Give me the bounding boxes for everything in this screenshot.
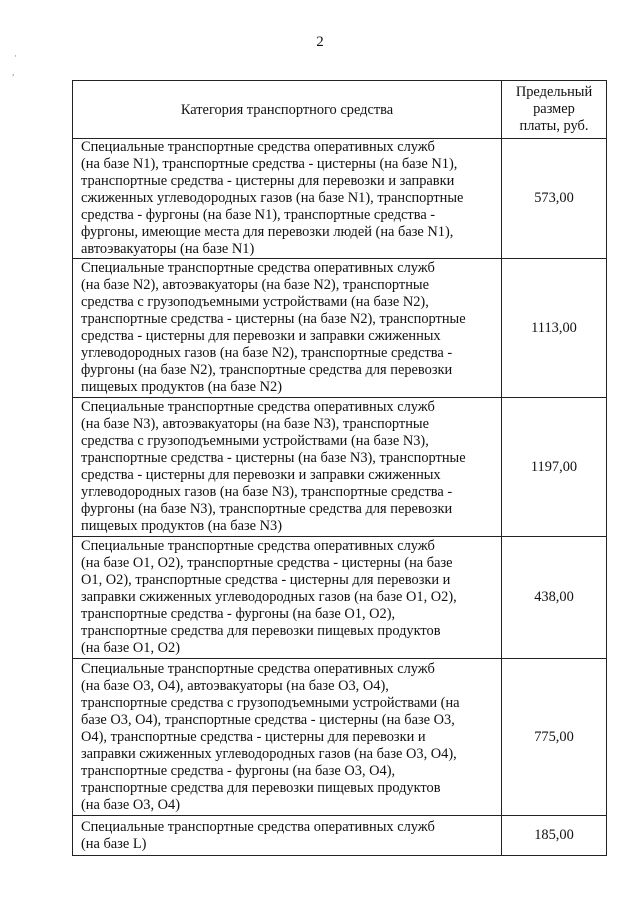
row-category: Специальные транспортные средства оперативных служб (на базе N3), автоэвакуаторы (на базе N3), транспортные средства с грузоподъемными устройствами (на базе N3), транспортные средства - цистерны (на базе N3), транспортные средства - цистерны для перевозки и заправки сжиженных углеводородных газов (на базе N3), транспортные средства - фургоны (на базе N3), транспортные средства для перевозки пищевых продуктов (на базе N3): [73, 398, 502, 537]
row-category: Специальные транспортные средства оперативных служб (на базе N2), автоэвакуаторы (на базе N2), транспортные средства с грузоподъемными устройствами (на базе N2), транспортные средства - цистерны (на базе N2), транспортные средства - цистерны для перевозки и заправки сжиженных углеводородных газов (на базе N2), транспортные средства - фургоны (на базе N2), транспортные средства для перевозки пищевых продуктов (на базе N2): [73, 259, 502, 398]
row-fee: 185,00: [502, 816, 607, 856]
scan-speck: ·: [14, 51, 17, 61]
row-fee: 438,00: [502, 537, 607, 659]
table-header-row: [73, 81, 607, 139]
table-row: [73, 659, 607, 816]
row-fee: 775,00: [502, 659, 607, 816]
scan-speck: ,: [12, 67, 15, 77]
row-category: Специальные транспортные средства оперативных служб (на базе N1), транспортные средства - цистерны (на базе N1), транспортные средства - цистерны для перевозки и заправки сжиженных углеводородных газов (на базе N1), транспортные средства - фургоны (на базе N1), транспортные средства - фургоны, имеющие места для перевозки людей (на базе N1), автоэвакуаторы (на базе N1): [73, 139, 502, 259]
row-fee: 1113,00: [502, 259, 607, 398]
page-number: 2: [316, 34, 324, 50]
table-row: [73, 139, 607, 259]
header-fee: Предельный размер платы, руб.: [502, 81, 607, 139]
table-row: [73, 537, 607, 659]
table-row: [73, 398, 607, 537]
row-category: Специальные транспортные средства оперативных служб (на базе L): [73, 816, 502, 856]
row-category: Специальные транспортные средства оперативных служб (на базе O1, O2), транспортные средства - цистерны (на базе O1, O2), транспортные средства - цистерны для перевозки и заправки сжиженных углеводородных газов (на базе O1, O2), транспортные средства - фургоны (на базе O1, O2), транспортные средства для перевозки пищевых продуктов (на базе O1, O2): [73, 537, 502, 659]
header-category: Категория транспортного средства: [73, 81, 502, 139]
row-category: Специальные транспортные средства оперативных служб (на базе O3, O4), автоэвакуаторы (на базе O3, O4), транспортные средства с грузоподъемными устройствами (на базе O3, O4), транспортные средства - цистерны (на базе O3, O4), транспортные средства - цистерны для перевозки и заправки сжиженных углеводородных газов (на базе O3, O4), транспортные средства - фургоны (на базе O3, O4), транспортные средства для перевозки пищевых продуктов (на базе O3, O4): [73, 659, 502, 816]
row-fee: 573,00: [502, 139, 607, 259]
row-fee: 1197,00: [502, 398, 607, 537]
tariff-table: [72, 80, 607, 856]
table-row: [73, 816, 607, 856]
table-row: [73, 259, 607, 398]
